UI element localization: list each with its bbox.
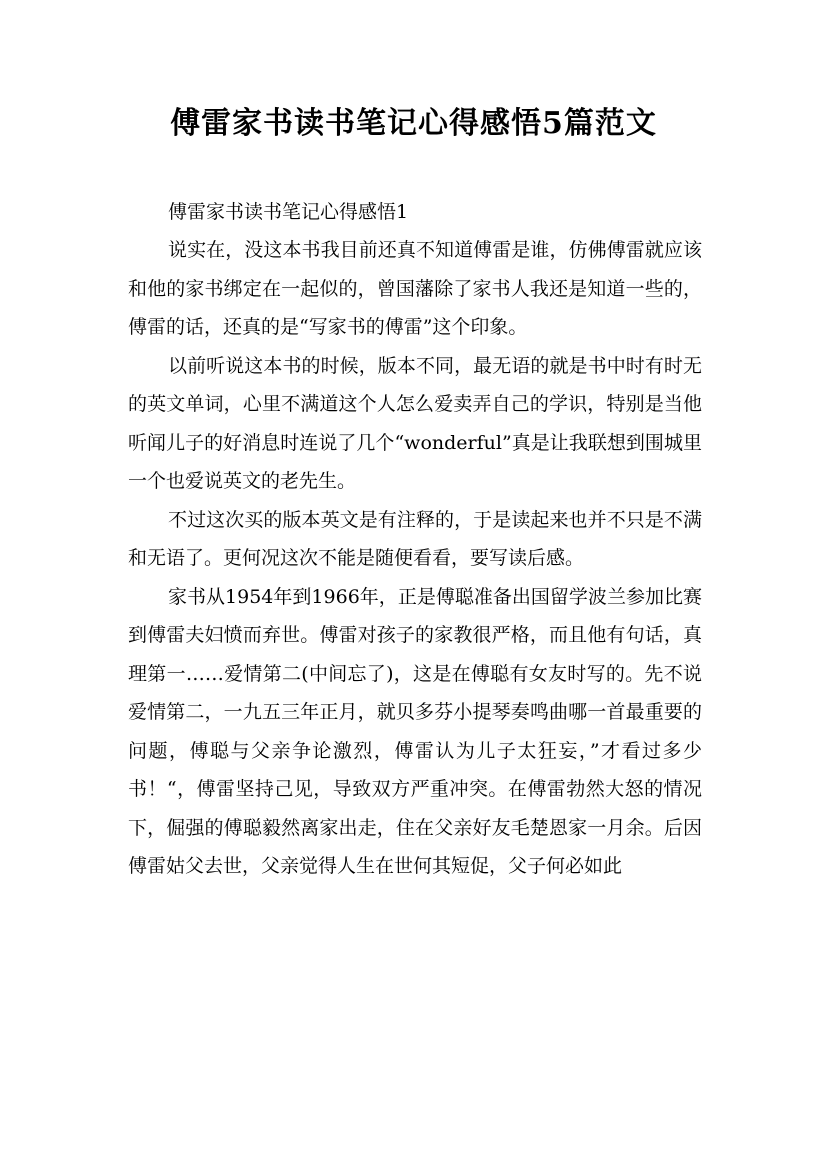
paragraph-2: 以前听说这本书的时候，版本不同，最无语的就是书中时有时无的英文单词，心里不满道这个人怎么爱卖弄自己的学识，特别是当他听闻儿子的好消息时连说了几个“wonderful”真是让我联想到围城里一个也爱说英文的老先生。 — [128, 354, 702, 492]
paragraph-3: 不过这次买的版本英文是有注释的，于是读起来也并不只是不满和无语了。更何况这次不能是随便看看，要写读后感。 — [128, 508, 702, 569]
paragraph-1: 说实在，没这本书我目前还真不知道傅雷是谁，仿佛傅雷就应该和他的家书绑定在一起似的，曾国藩除了家书人我还是知道一些的，傅雷的话，还真的是“写家书的傅雷”这个印象。 — [128, 239, 702, 338]
paragraph-4: 家书从1954年到1966年，正是傅聪准备出国留学波兰参加比赛到傅雷夫妇愤而弃世。傅雷对孩子的家教很严格，而且他有句话，真理第一……爱情第二(中间忘了)，这是在傅聪有女友时写的。先不说爱情第二，一九五三年正月，就贝多芬小提琴奏鸣曲哪一首最重要的问题，傅聪与父亲争论激烈，傅雷认为儿子太狂妄，”才看过多少书！“，傅雷坚持己见，导致双方严重冲突。在傅雷勃然大怒的情况下，倔强的傅聪毅然离家出走，住在父亲好友毛楚恩家一月余。后因傅雷姑父去世，父亲觉得人生在世何其短促，父子何必如此 — [128, 585, 702, 877]
document-body — [128, 194, 702, 886]
document-title: 傅雷家书读书笔记心得感悟5篇范文 — [170, 106, 657, 141]
section-heading: 傅雷家书读书笔记心得感悟1 — [168, 201, 409, 223]
